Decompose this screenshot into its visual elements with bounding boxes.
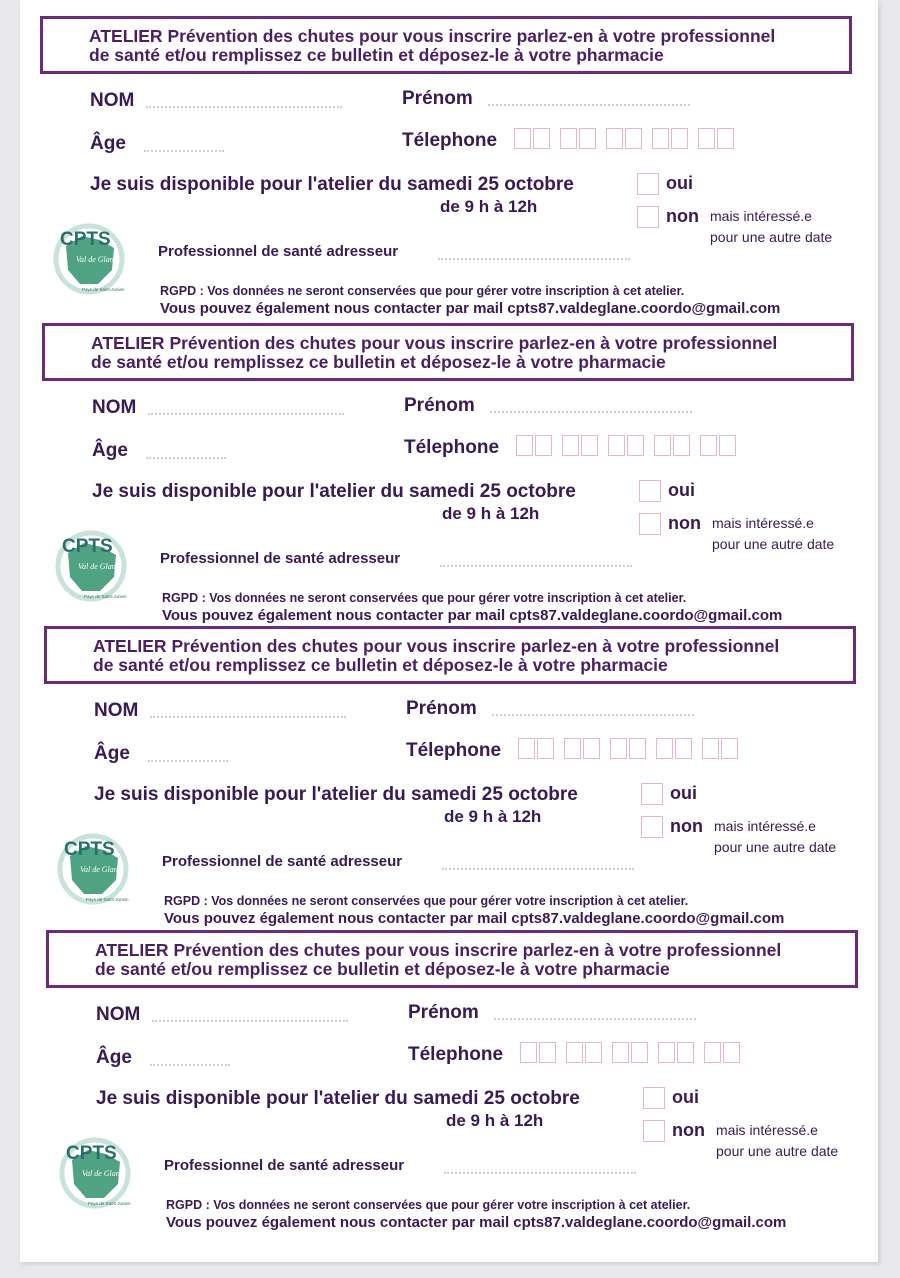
registration-form-3	[24, 610, 882, 927]
title-line-2: de santé et/ou remplissez ce bulletin et déposez-le à votre pharmacie	[91, 352, 666, 372]
logo-main-text: CPTS	[62, 536, 113, 557]
title-keyword: ATELIER	[93, 636, 167, 656]
oui-checkbox[interactable]	[639, 480, 661, 502]
prenom-label: Prénom	[404, 395, 475, 416]
telephone-label: Télephone	[404, 437, 500, 458]
form-title-box	[42, 323, 854, 381]
title-line-2: de santé et/ou remplissez ce bulletin et déposez-le à votre pharmacie	[93, 655, 668, 675]
rgpd-notice: RGPD : Vos données ne seront conservées que pour gérer votre inscription à cet atelier.	[162, 591, 687, 605]
prenom-label: Prénom	[402, 88, 473, 109]
form-title-box	[40, 16, 852, 74]
prenom-field[interactable]	[490, 411, 692, 413]
title-line-2: de santé et/ou remplissez ce bulletin et déposez-le à votre pharmacie	[95, 959, 670, 979]
logo-ring-text: Pays de Saint-Junien	[86, 897, 129, 902]
title-keyword: ATELIER	[95, 940, 169, 960]
age-label: Âge	[92, 440, 128, 461]
oui-label: oui	[668, 480, 695, 500]
form-title-box	[46, 930, 858, 988]
nom-label: NOM	[90, 90, 135, 111]
age-label: Âge	[96, 1047, 132, 1068]
rgpd-notice: RGPD : Vos données ne seront conservées que pour gérer votre inscription à cet atelier.	[166, 1198, 691, 1212]
non-note-line1: mais intéressé.e	[710, 208, 812, 224]
contact-line: Vous pouvez également nous contacter par mail cpts87.valdeglane.coordo@gmail.com	[166, 1214, 787, 1231]
logo-ring-text: Pays de Saint-Junien	[88, 1201, 131, 1206]
age-field[interactable]	[150, 1064, 230, 1066]
title-line-2: de santé et/ou remplissez ce bulletin et déposez-le à votre pharmacie	[89, 45, 664, 65]
cpts-logo	[58, 1132, 132, 1210]
referrer-label: Professionnel de santé adresseur	[158, 243, 399, 260]
oui-checkbox[interactable]	[643, 1087, 665, 1109]
nom-field[interactable]	[152, 1020, 348, 1022]
nom-field[interactable]	[146, 106, 342, 108]
title-line-1: Prévention des chutes pour vous inscrire parlez-en à votre professionnel	[167, 26, 776, 46]
nom-label: NOM	[94, 700, 139, 721]
non-label: non	[668, 513, 701, 533]
nom-field[interactable]	[150, 716, 346, 718]
telephone-label: Télephone	[402, 130, 498, 151]
registration-form-2	[22, 307, 880, 624]
availability-text: Je suis disponible pour l'atelier du samedi 25 octobre	[92, 481, 576, 502]
logo-main-text: CPTS	[64, 839, 115, 860]
referrer-field[interactable]	[442, 868, 634, 870]
age-field[interactable]	[146, 457, 226, 459]
non-note-line2: pour une autre date	[714, 839, 837, 855]
prenom-label: Prénom	[408, 1002, 479, 1023]
hours-text: de 9 h à 12h	[444, 807, 542, 826]
cpts-logo	[52, 218, 126, 296]
cpts-logo	[56, 828, 130, 906]
prenom-field[interactable]	[492, 714, 694, 716]
non-label: non	[670, 816, 703, 836]
age-field[interactable]	[144, 150, 224, 152]
non-note-line1: mais intéressé.e	[714, 818, 816, 834]
telephone-field[interactable]	[514, 128, 744, 149]
prenom-field[interactable]	[494, 1018, 696, 1020]
logo-ring-text: Pays de Saint-Junien	[84, 594, 127, 599]
rgpd-notice: RGPD : Vos données ne seront conservées que pour gérer votre inscription à cet atelier.	[164, 894, 689, 908]
contact-line: Vous pouvez également nous contacter par mail cpts87.valdeglane.coordo@gmail.com	[162, 607, 783, 624]
logo-ring-text: Pays de Saint-Junien	[82, 287, 125, 292]
availability-text: Je suis disponible pour l'atelier du samedi 25 octobre	[90, 174, 574, 195]
telephone-label: Télephone	[408, 1044, 504, 1065]
non-checkbox[interactable]	[643, 1120, 665, 1142]
non-note-line2: pour une autre date	[712, 536, 835, 552]
non-note-line1: mais intéressé.e	[712, 515, 814, 531]
form-title-box	[44, 626, 856, 684]
logo-sub-text: Val de Glane	[76, 255, 118, 264]
hours-text: de 9 h à 12h	[440, 197, 538, 216]
nom-label: NOM	[96, 1004, 141, 1025]
prenom-field[interactable]	[488, 104, 690, 106]
non-checkbox[interactable]	[639, 513, 661, 535]
telephone-label: Télephone	[406, 740, 502, 761]
availability-text: Je suis disponible pour l'atelier du samedi 25 octobre	[94, 784, 578, 805]
referrer-field[interactable]	[440, 565, 632, 567]
non-note-line2: pour une autre date	[710, 229, 833, 245]
non-label: non	[666, 206, 699, 226]
nom-field[interactable]	[148, 413, 344, 415]
logo-sub-text: Val de Glane	[80, 865, 122, 874]
hours-text: de 9 h à 12h	[446, 1111, 544, 1130]
hours-text: de 9 h à 12h	[442, 504, 540, 523]
non-checkbox[interactable]	[637, 206, 659, 228]
telephone-field[interactable]	[520, 1042, 750, 1063]
non-label: non	[672, 1120, 705, 1140]
oui-label: oui	[672, 1087, 699, 1107]
referrer-field[interactable]	[444, 1172, 636, 1174]
rgpd-notice: RGPD : Vos données ne seront conservées que pour gérer votre inscription à cet atelier.	[160, 284, 685, 298]
title-keyword: ATELIER	[89, 26, 163, 46]
prenom-label: Prénom	[406, 698, 477, 719]
logo-sub-text: Val de Glane	[78, 562, 120, 571]
oui-checkbox[interactable]	[641, 783, 663, 805]
referrer-label: Professionnel de santé adresseur	[164, 1157, 405, 1174]
contact-line: Vous pouvez également nous contacter par mail cpts87.valdeglane.coordo@gmail.com	[160, 300, 781, 317]
logo-main-text: CPTS	[66, 1143, 117, 1164]
oui-label: oui	[670, 783, 697, 803]
cpts-logo	[54, 525, 128, 603]
oui-checkbox[interactable]	[637, 173, 659, 195]
referrer-label: Professionnel de santé adresseur	[160, 550, 401, 567]
non-checkbox[interactable]	[641, 816, 663, 838]
title-line-1: Prévention des chutes pour vous inscrire parlez-en à votre professionnel	[171, 636, 780, 656]
contact-line: Vous pouvez également nous contacter par mail cpts87.valdeglane.coordo@gmail.com	[164, 910, 785, 927]
registration-form-4	[26, 914, 884, 1231]
age-label: Âge	[94, 743, 130, 764]
bulletin-sheet	[20, 0, 878, 1262]
nom-label: NOM	[92, 397, 137, 418]
logo-sub-text: Val de Glane	[82, 1169, 124, 1178]
title-line-1: Prévention des chutes pour vous inscrire parlez-en à votre professionnel	[173, 940, 782, 960]
availability-text: Je suis disponible pour l'atelier du samedi 25 octobre	[96, 1088, 580, 1109]
non-note-line2: pour une autre date	[716, 1143, 839, 1159]
logo-main-text: CPTS	[60, 229, 111, 250]
title-line-1: Prévention des chutes pour vous inscrire parlez-en à votre professionnel	[169, 333, 778, 353]
non-note-line1: mais intéressé.e	[716, 1122, 818, 1138]
oui-label: oui	[666, 173, 693, 193]
referrer-field[interactable]	[438, 258, 630, 260]
telephone-field[interactable]	[516, 435, 746, 456]
referrer-label: Professionnel de santé adresseur	[162, 853, 403, 870]
age-field[interactable]	[148, 760, 228, 762]
registration-form-1	[20, 0, 878, 317]
age-label: Âge	[90, 133, 126, 154]
telephone-field[interactable]	[518, 738, 748, 759]
title-keyword: ATELIER	[91, 333, 165, 353]
